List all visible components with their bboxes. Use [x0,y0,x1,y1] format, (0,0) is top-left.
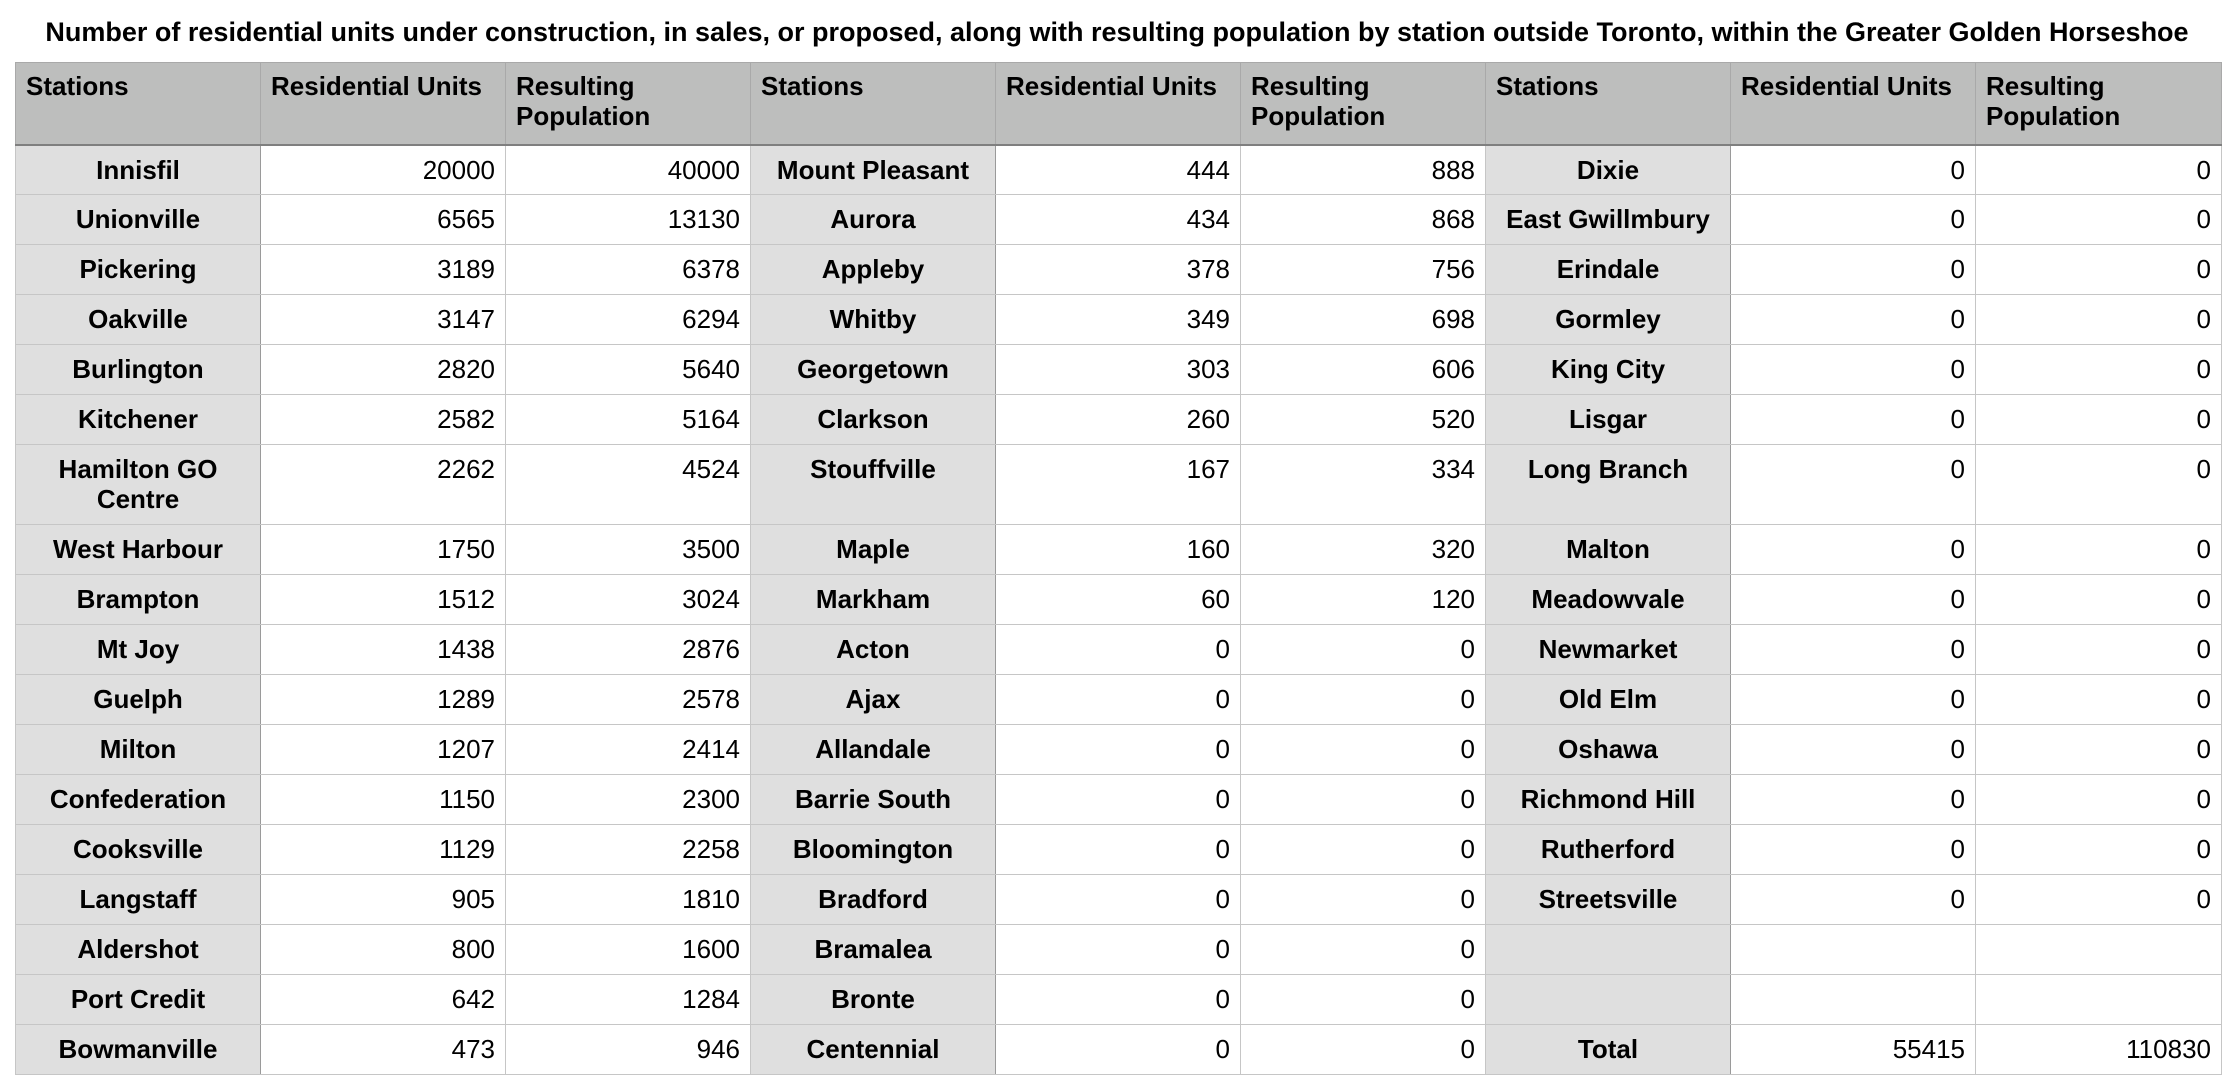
table-row [16,245,2222,295]
residential-units-cell: 434 [996,195,1241,245]
residential-units-cell: 444 [996,145,1241,195]
station-cell: Kitchener [16,395,261,445]
residential-units-cell: 1129 [261,825,506,875]
header-row [16,63,2222,145]
resulting-population-cell: 0 [1241,675,1486,725]
resulting-population-cell: 1810 [506,875,751,925]
station-cell: Centennial [751,1025,996,1075]
residential-units-cell: 1289 [261,675,506,725]
residential-units-cell: 0 [996,975,1241,1025]
station-cell: Milton [16,725,261,775]
resulting-population-cell: 0 [1976,525,2222,575]
resulting-population-cell: 0 [1241,1025,1486,1075]
resulting-population-cell: 868 [1241,195,1486,245]
station-cell: Cooksville [16,825,261,875]
residential-units-cell: 0 [1731,195,1976,245]
residential-units-cell: 0 [1731,675,1976,725]
residential-units-cell: 167 [996,445,1241,525]
resulting-population-cell: 3024 [506,575,751,625]
table-row [16,345,2222,395]
header-stations: Stations [16,63,261,145]
station-cell: Streetsville [1486,875,1731,925]
table-body [16,145,2222,1075]
station-cell: Aurora [751,195,996,245]
table-row [16,575,2222,625]
station-cell: Total [1486,1025,1731,1075]
station-cell: Dixie [1486,145,1731,195]
residential-units-cell: 0 [996,725,1241,775]
station-cell: Burlington [16,345,261,395]
resulting-population-cell: 0 [1976,575,2222,625]
table-row [16,395,2222,445]
resulting-population-cell: 2414 [506,725,751,775]
station-cell: Meadowvale [1486,575,1731,625]
resulting-population-cell: 0 [1241,875,1486,925]
header-resulting-population: Resulting Population [506,63,751,145]
residential-units-cell: 800 [261,925,506,975]
station-cell: Maple [751,525,996,575]
table-row [16,625,2222,675]
station-cell: Clarkson [751,395,996,445]
station-cell [1486,975,1731,1025]
station-cell: Long Branch [1486,445,1731,525]
residential-units-cell: 303 [996,345,1241,395]
resulting-population-cell: 2258 [506,825,751,875]
station-cell: Mount Pleasant [751,145,996,195]
residential-units-cell: 2262 [261,445,506,525]
residential-units-cell: 1207 [261,725,506,775]
station-cell [1486,925,1731,975]
resulting-population-cell: 4524 [506,445,751,525]
residential-units-cell: 2820 [261,345,506,395]
residential-units-cell: 0 [1731,295,1976,345]
resulting-population-cell: 888 [1241,145,1486,195]
resulting-population-cell: 0 [1976,395,2222,445]
residential-units-cell: 473 [261,1025,506,1075]
resulting-population-cell: 5640 [506,345,751,395]
resulting-population-cell: 946 [506,1025,751,1075]
resulting-population-cell: 606 [1241,345,1486,395]
residential-units-cell: 0 [1731,525,1976,575]
resulting-population-cell: 1600 [506,925,751,975]
table-row [16,975,2222,1025]
station-cell: Richmond Hill [1486,775,1731,825]
resulting-population-cell: 0 [1976,725,2222,775]
resulting-population-cell: 0 [1976,775,2222,825]
residential-units-cell [1731,975,1976,1025]
table-title: Number of residential units under construction, in sales, or proposed, along with resulting population by station outside Toronto, within the Greater Golden Horseshoe [45,17,2189,47]
resulting-population-cell: 13130 [506,195,751,245]
resulting-population-cell [1976,975,2222,1025]
residential-units-cell: 0 [996,825,1241,875]
table-row [16,825,2222,875]
resulting-population-cell: 698 [1241,295,1486,345]
residential-units-cell: 0 [996,775,1241,825]
resulting-population-cell: 0 [1976,295,2222,345]
table-row [16,725,2222,775]
residential-units-cell: 0 [1731,775,1976,825]
resulting-population-cell: 0 [1241,625,1486,675]
resulting-population-cell: 110830 [1976,1025,2222,1075]
stations-table [15,62,2222,1075]
resulting-population-cell [1976,925,2222,975]
residential-units-cell: 0 [996,675,1241,725]
station-cell: Bradford [751,875,996,925]
station-cell: Oakville [16,295,261,345]
residential-units-cell: 0 [1731,345,1976,395]
station-cell: King City [1486,345,1731,395]
station-cell: Georgetown [751,345,996,395]
resulting-population-cell: 0 [1976,625,2222,675]
resulting-population-cell: 520 [1241,395,1486,445]
station-cell: West Harbour [16,525,261,575]
residential-units-cell: 642 [261,975,506,1025]
resulting-population-cell: 0 [1976,445,2222,525]
resulting-population-cell: 756 [1241,245,1486,295]
station-cell: Confederation [16,775,261,825]
residential-units-cell: 905 [261,875,506,925]
resulting-population-cell: 1284 [506,975,751,1025]
residential-units-cell: 1512 [261,575,506,625]
resulting-population-cell: 0 [1241,775,1486,825]
header-resulting-population: Resulting Population [1976,63,2222,145]
station-cell: Mt Joy [16,625,261,675]
station-cell: Bronte [751,975,996,1025]
resulting-population-cell: 334 [1241,445,1486,525]
station-cell: Langstaff [16,875,261,925]
resulting-population-cell: 0 [1976,675,2222,725]
resulting-population-cell: 6378 [506,245,751,295]
residential-units-cell: 0 [996,925,1241,975]
station-cell: Unionville [16,195,261,245]
resulting-population-cell: 2300 [506,775,751,825]
station-cell: Barrie South [751,775,996,825]
residential-units-cell: 0 [1731,825,1976,875]
residential-units-cell: 3147 [261,295,506,345]
residential-units-cell: 6565 [261,195,506,245]
residential-units-cell: 0 [1731,445,1976,525]
residential-units-cell: 378 [996,245,1241,295]
station-cell: Oshawa [1486,725,1731,775]
residential-units-cell [1731,925,1976,975]
station-cell: East Gwillmbury [1486,195,1731,245]
header-stations: Stations [1486,63,1731,145]
resulting-population-cell: 0 [1241,925,1486,975]
station-cell: Appleby [751,245,996,295]
residential-units-cell: 160 [996,525,1241,575]
station-cell: Erindale [1486,245,1731,295]
table-row [16,295,2222,345]
resulting-population-cell: 0 [1976,345,2222,395]
residential-units-cell: 349 [996,295,1241,345]
resulting-population-cell: 2876 [506,625,751,675]
resulting-population-cell: 0 [1241,725,1486,775]
residential-units-cell: 2582 [261,395,506,445]
residential-units-cell: 0 [996,875,1241,925]
residential-units-cell: 0 [1731,575,1976,625]
table-row [16,925,2222,975]
residential-units-cell: 55415 [1731,1025,1976,1075]
station-cell: Bloomington [751,825,996,875]
resulting-population-cell: 320 [1241,525,1486,575]
station-cell: Pickering [16,245,261,295]
station-cell: Aldershot [16,925,261,975]
residential-units-cell: 1438 [261,625,506,675]
residential-units-cell: 0 [1731,725,1976,775]
residential-units-cell: 0 [1731,875,1976,925]
residential-units-cell: 3189 [261,245,506,295]
residential-units-cell: 0 [996,625,1241,675]
resulting-population-cell: 120 [1241,575,1486,625]
residential-units-cell: 0 [996,1025,1241,1075]
table-row [16,195,2222,245]
station-cell: Acton [751,625,996,675]
header-residential-units: Residential Units [261,63,506,145]
station-cell: Ajax [751,675,996,725]
residential-units-cell: 1150 [261,775,506,825]
resulting-population-cell: 2578 [506,675,751,725]
station-cell: Rutherford [1486,825,1731,875]
residential-units-cell: 60 [996,575,1241,625]
residential-units-cell: 260 [996,395,1241,445]
resulting-population-cell: 0 [1976,875,2222,925]
table-row [16,1025,2222,1075]
table-row [16,445,2222,525]
residential-units-cell: 0 [1731,625,1976,675]
resulting-population-cell: 5164 [506,395,751,445]
residential-units-cell: 1750 [261,525,506,575]
station-cell: Brampton [16,575,261,625]
station-cell: Port Credit [16,975,261,1025]
table-row [16,525,2222,575]
resulting-population-cell: 0 [1241,825,1486,875]
station-cell: Lisgar [1486,395,1731,445]
station-cell: Old Elm [1486,675,1731,725]
station-cell: Whitby [751,295,996,345]
residential-units-cell: 0 [1731,145,1976,195]
station-cell: Gormley [1486,295,1731,345]
table-row [16,145,2222,195]
residential-units-cell: 0 [1731,245,1976,295]
residential-units-cell: 0 [1731,395,1976,445]
table-row [16,875,2222,925]
station-cell: Bowmanville [16,1025,261,1075]
resulting-population-cell: 0 [1241,975,1486,1025]
station-cell: Innisfil [16,145,261,195]
station-cell: Malton [1486,525,1731,575]
header-resulting-population: Resulting Population [1241,63,1486,145]
resulting-population-cell: 6294 [506,295,751,345]
resulting-population-cell: 0 [1976,825,2222,875]
station-cell: Guelph [16,675,261,725]
station-cell: Newmarket [1486,625,1731,675]
header-stations: Stations [751,63,996,145]
resulting-population-cell: 3500 [506,525,751,575]
resulting-population-cell: 40000 [506,145,751,195]
residential-units-cell: 20000 [261,145,506,195]
table-row [16,775,2222,825]
station-cell: Allandale [751,725,996,775]
resulting-population-cell: 0 [1976,245,2222,295]
station-cell: Hamilton GO Centre [16,445,261,525]
header-residential-units: Residential Units [996,63,1241,145]
station-cell: Bramalea [751,925,996,975]
resulting-population-cell: 0 [1976,195,2222,245]
resulting-population-cell: 0 [1976,145,2222,195]
header-residential-units: Residential Units [1731,63,1976,145]
table-row [16,675,2222,725]
station-cell: Markham [751,575,996,625]
station-cell: Stouffville [751,445,996,525]
